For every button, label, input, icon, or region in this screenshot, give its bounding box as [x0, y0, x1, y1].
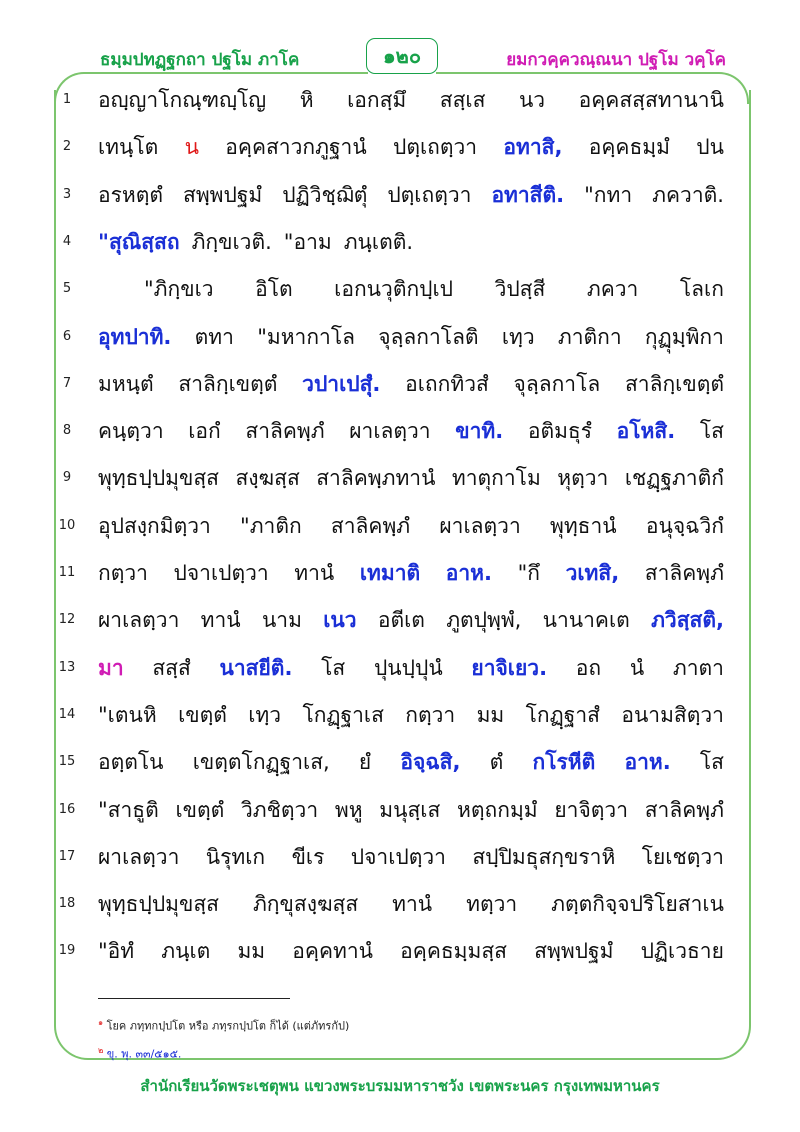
word: ภาตา	[672, 655, 724, 680]
line-number: 3	[62, 186, 72, 202]
word: สาลิกฺเขตฺตํ	[624, 371, 724, 396]
word: เทนฺโต	[98, 135, 159, 160]
line-number: 6	[62, 328, 72, 344]
word: เขตฺตํ	[175, 797, 225, 822]
word: เทฺว	[501, 324, 535, 349]
line-text	[98, 553, 724, 593]
line-number: 19	[58, 943, 76, 959]
word: ภนฺเตติ.	[343, 229, 414, 254]
word: หุตฺวา	[557, 466, 609, 491]
line-text	[98, 837, 724, 877]
word: ปฏิเวธาย	[640, 939, 724, 964]
header-chapter-title: ยมกวคฺควณฺณนา ปฐโม วคฺโค	[506, 50, 726, 70]
word: "กทา	[584, 182, 633, 207]
word: อคฺคธมฺมํ	[588, 135, 670, 160]
word: นิรุทเก	[205, 844, 266, 869]
text-line	[0, 504, 800, 550]
word: อนุจฺฉวิกํ	[645, 513, 724, 538]
word: สพฺพปฐมํ	[534, 939, 614, 964]
word: หิ	[299, 88, 314, 112]
word: สสฺสํ	[152, 655, 191, 680]
word: นาม	[261, 608, 302, 633]
line-number: 14	[58, 706, 76, 722]
line-number: 13	[58, 659, 76, 675]
word: อคฺคทานํ	[292, 939, 373, 964]
word: ปตฺเถตฺวา	[393, 135, 478, 160]
text-line	[0, 125, 800, 171]
word: ทานํ	[392, 892, 433, 917]
footnote-1-text: โยค ภทฺทกปฺปโต หรือ ภทฺรกปฺปโต ก็ได้ (แต่ภัทรกัป)	[106, 1019, 350, 1033]
word: เอกสฺมึ	[347, 88, 407, 112]
word: ภิกฺขเวติ.	[191, 229, 272, 254]
text-line	[0, 220, 800, 266]
word: ปน	[696, 135, 724, 160]
word: ปจาเปตฺวา	[173, 561, 269, 585]
word: สพฺพปฐมํ	[183, 182, 263, 207]
word: พหู	[334, 797, 363, 822]
word: ผาเลตฺวา	[98, 844, 180, 869]
word: น	[184, 135, 199, 160]
word: อเถกทิวสํ	[405, 371, 489, 396]
word: เนว	[323, 608, 357, 633]
word: อถ	[575, 655, 602, 680]
text-line	[0, 740, 800, 786]
word: "ภิกฺขเว	[144, 277, 214, 302]
word: ภควาติ.	[652, 182, 724, 207]
word: ผาเลตฺวา	[98, 608, 180, 633]
word: หตฺถกมฺมํ	[457, 797, 538, 822]
word: สาลิกฺเขตฺตํ	[178, 371, 278, 396]
line-text	[98, 790, 724, 830]
word: อทาสีติ.	[491, 182, 565, 207]
footnote-2-text: ขุ. พุ. ๓๓/๕๑๕.	[106, 1047, 182, 1061]
word: โส	[699, 419, 724, 444]
word: ผาเลตฺวา	[439, 513, 521, 538]
word: มา	[98, 655, 124, 680]
word: นาสยีติ.	[219, 655, 293, 680]
word: อนามสิตฺวา	[621, 702, 724, 727]
text-line	[0, 646, 800, 692]
word: ภควา	[586, 277, 639, 302]
word: สาลิคพฺภทานํ	[316, 466, 436, 491]
line-text	[98, 458, 724, 498]
word: "สาธูติ	[98, 797, 159, 822]
line-number: 18	[58, 896, 76, 912]
word: พุทฺธปฺปมุขสฺส	[98, 466, 219, 491]
word: อิจฺฉสิ,	[400, 750, 461, 775]
word: ทาตุกาโม	[451, 466, 541, 491]
word: "เตนหิ	[98, 702, 157, 727]
text-line	[0, 409, 800, 455]
word: อตฺตโน	[98, 750, 164, 775]
line-number: 4	[62, 233, 72, 249]
word: ขาทิ.	[455, 419, 504, 444]
word: จุลฺลกาโล	[513, 371, 601, 396]
line-number: 12	[58, 612, 76, 628]
line-text	[98, 884, 724, 924]
line-number: 9	[62, 470, 72, 486]
line-text	[144, 269, 724, 309]
word: เอกํ	[188, 419, 221, 444]
word: สงฺฆสฺส	[235, 466, 300, 491]
word: อิโต	[255, 277, 293, 302]
word: วเทสิ,	[565, 561, 620, 585]
word: สปฺปิมธุสกฺขราหิ	[472, 844, 616, 869]
word: โส	[321, 655, 346, 680]
word: อทาสิ,	[503, 135, 563, 160]
word: อญฺญาโกณฺฑญฺโญ	[98, 88, 267, 112]
word: เชฏฺฐภาติกํ	[624, 466, 724, 491]
word: สาลิคพฺภํ	[245, 419, 325, 444]
word: ยํ	[358, 750, 372, 775]
line-text	[98, 127, 724, 167]
header-book-title: ธมฺมปทฏฺฐกถา ปฐโม ภาโค	[100, 50, 300, 70]
word: สาลิคพฺภํ	[644, 561, 724, 585]
word: โกฏฺฐาสํ	[525, 702, 600, 727]
footnote-divider	[98, 998, 290, 999]
word: นํ	[629, 655, 645, 680]
word: "อาม	[283, 229, 332, 254]
word: ภวิสฺสติ,	[651, 608, 724, 633]
line-number: 15	[58, 754, 76, 770]
word: เขตฺตโกฏฺฐาเส,	[192, 750, 330, 775]
word: "ภาติก	[240, 513, 302, 538]
word: โกฏฺฐาเส	[302, 702, 384, 727]
word: ปฏิวิชฺฌิตุํ	[282, 182, 368, 207]
line-text	[98, 222, 724, 262]
word: โส	[699, 750, 724, 775]
word: ทานํ	[294, 561, 335, 585]
word: มม	[237, 939, 266, 964]
word: ภาติกา	[557, 324, 622, 349]
line-number: 1	[62, 92, 72, 107]
footnote-2	[98, 1044, 181, 1063]
line-text	[98, 364, 724, 404]
word: "สุณิสฺสถ	[98, 229, 180, 254]
word: ยาจิตฺวา	[554, 797, 628, 822]
word: สสฺเส	[439, 88, 486, 112]
word: อติมธุรํ	[527, 419, 593, 444]
word: ผาเลตฺวา	[349, 419, 431, 444]
word: อคฺคสสฺสทานานิ	[578, 88, 724, 112]
line-text	[98, 931, 724, 971]
word: ตทา	[194, 324, 234, 349]
word: "อิทํ	[98, 939, 135, 964]
word: นว	[518, 88, 546, 112]
word: อุทปาทิ.	[98, 324, 172, 349]
text-line	[0, 78, 800, 124]
footer-institution: สำนักเรียนวัดพระเชตุพน แขวงพระบรมมหาราชวัง เขตพระนคร กรุงเทพมหานคร	[140, 1077, 660, 1095]
text-line	[0, 362, 800, 408]
word: อคฺคสาวกภูฐานํ	[225, 135, 367, 160]
word: "กึ	[517, 561, 540, 585]
text-line	[0, 551, 800, 597]
word: อคฺคธมฺมสฺส	[400, 939, 508, 964]
word: อโหสิ.	[616, 419, 676, 444]
word: อาห.	[445, 561, 492, 585]
text-line	[0, 267, 800, 313]
word: เขตฺตํ	[178, 702, 227, 727]
word: คนฺตฺวา	[98, 419, 164, 444]
line-text	[98, 648, 724, 688]
word: ปจาเปตฺวา	[350, 844, 446, 869]
word: กโรหีติ	[532, 750, 596, 775]
text-line	[0, 456, 800, 502]
word: ภตฺตกิจฺจปริโยสาเน	[551, 892, 724, 917]
word: วปาเปสุํ.	[302, 371, 381, 396]
word: ทตฺวา	[466, 892, 518, 917]
line-number: 8	[62, 423, 72, 439]
text-line	[0, 882, 800, 928]
word: อรหตฺตํ	[98, 182, 164, 207]
word: ขีเร	[291, 844, 325, 869]
word: พุทฺธปฺปมุขสฺส	[98, 892, 219, 917]
word: เทฺว	[248, 702, 282, 727]
line-text	[98, 742, 724, 782]
word: จุลฺลกาโลติ	[378, 324, 479, 349]
line-text	[98, 80, 724, 120]
word: อุปสงฺกมิตฺวา	[98, 513, 211, 538]
line-number: 7	[62, 375, 72, 391]
line-number: 10	[58, 517, 76, 533]
text-line	[0, 835, 800, 881]
line-text	[98, 175, 724, 215]
word: พุทฺธานํ	[549, 513, 617, 538]
word: สาลิคพฺภํ	[330, 513, 411, 538]
word: ยาจิเยว.	[471, 655, 548, 680]
line-number: 5	[62, 281, 72, 297]
word: มม	[476, 702, 505, 727]
word: โยเชตฺวา	[641, 844, 724, 869]
word: ทานํ	[200, 608, 241, 633]
line-number: 16	[58, 801, 76, 817]
word: ภิกฺขุสงฺฆสฺส	[252, 892, 359, 917]
word: "มหากาโล	[257, 324, 355, 349]
word: ภนฺเต	[161, 939, 211, 964]
text-line	[0, 693, 800, 739]
word: เอกนวุติกปฺเป	[334, 277, 454, 302]
page-number: ๑๒๐	[366, 38, 438, 74]
line-text	[98, 317, 724, 357]
word: มนุสฺเส	[379, 797, 441, 822]
footnote-1	[98, 1016, 349, 1035]
word: อาห.	[624, 750, 671, 775]
line-text	[98, 411, 724, 451]
word: กตฺวา	[98, 561, 148, 585]
word: โลเก	[679, 277, 724, 302]
line-number: 11	[58, 565, 76, 580]
word: ปุนปฺปุนํ	[373, 655, 443, 680]
word: สาลิคพฺภํ	[644, 797, 724, 822]
word: กุฏุมฺพิกา	[644, 324, 724, 349]
text-line	[0, 788, 800, 834]
line-text	[98, 506, 724, 546]
word: วิภชิตฺวา	[241, 797, 319, 822]
word: วิปสฺสี	[494, 277, 546, 302]
word: ตํ	[489, 750, 504, 775]
line-number: 2	[62, 139, 72, 155]
text-line	[0, 929, 800, 975]
line-text	[98, 600, 724, 640]
word: ภูตปุพฺพํ,	[446, 608, 522, 633]
text-line	[0, 598, 800, 644]
word: เทมาติ	[359, 561, 421, 585]
text-line	[0, 173, 800, 219]
word: นานาคเต	[542, 608, 630, 633]
text-line	[0, 315, 800, 361]
word: อตีเต	[377, 608, 425, 633]
footnote-1-mark: ๑	[98, 1018, 104, 1027]
word: ปตฺเถตฺวา	[387, 182, 472, 207]
footnote-2-mark: ๒	[98, 1046, 104, 1055]
word: มหนฺตํ	[98, 371, 154, 396]
line-number: 17	[58, 848, 76, 864]
line-text	[98, 695, 724, 735]
word: กตฺวา	[405, 702, 456, 727]
